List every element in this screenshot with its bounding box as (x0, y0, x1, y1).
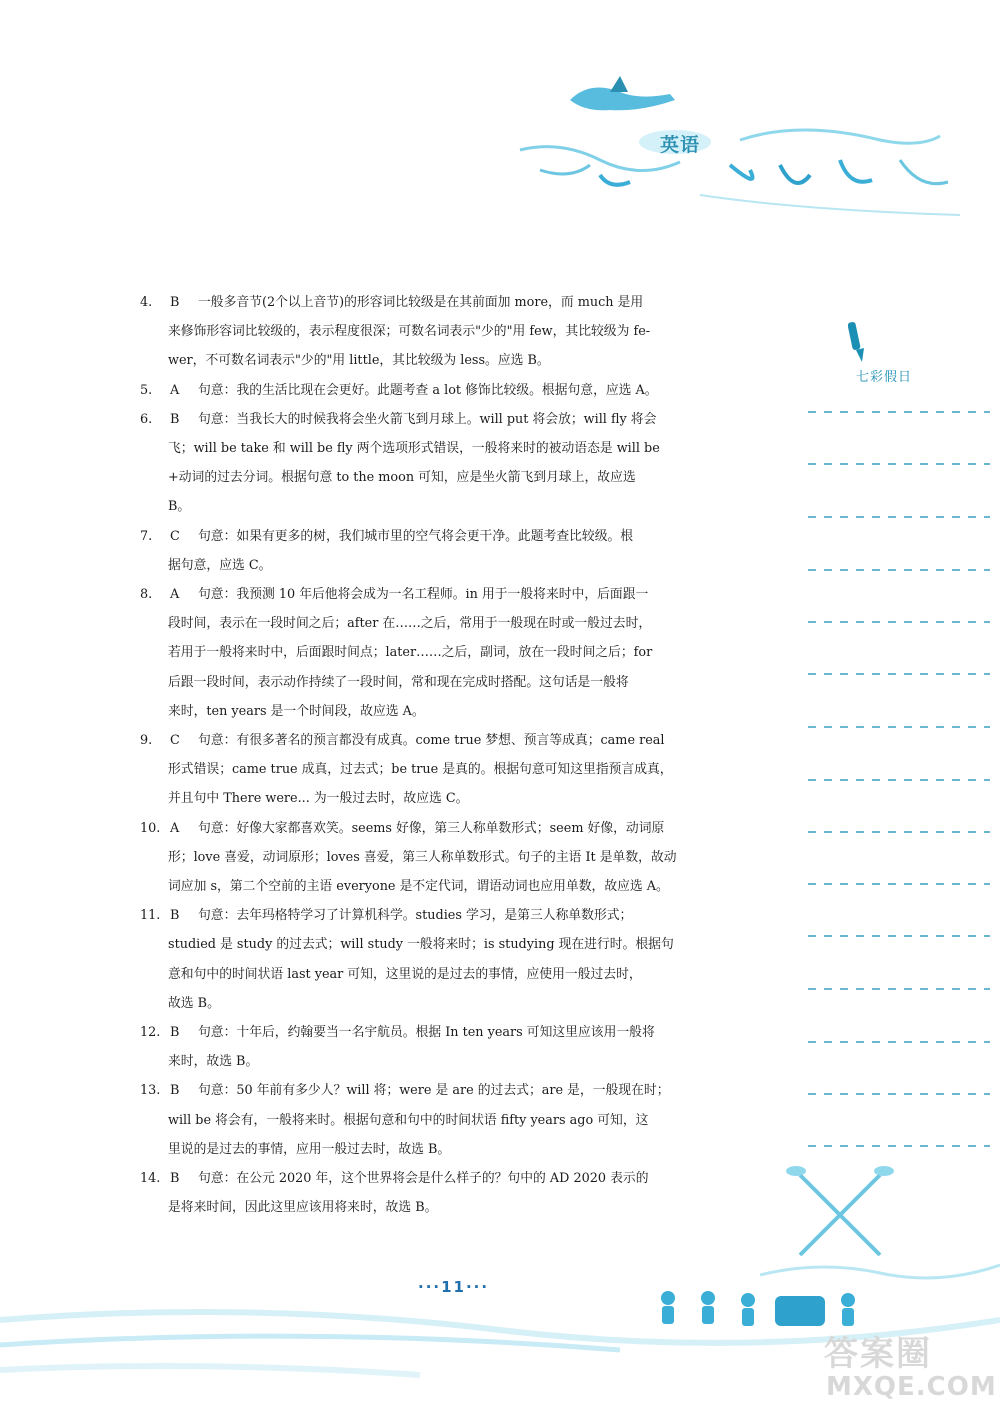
answer-entry-10 (140, 814, 745, 902)
explanation-line: 故选 B。 (168, 995, 220, 1011)
question-number: 6. (140, 411, 153, 427)
explanation-line: 句意：十年后，约翰要当一名宇航员。根据 In ten years 可知这里应该用一般将 (198, 1025, 655, 1041)
explanation-line: 里说的是过去的事情，应用一般过去时，故选 B。 (168, 1141, 451, 1157)
explanation-line: 句意：我的生活比现在会更好。此题考查 a lot 修饰比较级。根据句意，应选 A。 (198, 382, 658, 398)
kids-group-icon (661, 1291, 855, 1326)
explanation-line: studied 是 study 的过去式；will study 一般将来时；is studying 现在进行时。根据句 (168, 937, 674, 953)
answer-entry-4 (140, 288, 745, 376)
answer-letter: B (170, 411, 180, 427)
answer-letter: B (170, 908, 180, 924)
answer-letter: B (170, 1025, 180, 1041)
explanation-line: +动词的过去分词。根据句意 to the moon 可知，应是坐火箭飞到月球上，故应选 (168, 470, 636, 486)
subject-title: 英语 (660, 134, 701, 156)
explanation-line: 据句意，应选 C。 (168, 557, 272, 573)
swan-boat-icon (570, 76, 675, 110)
explanation-line: 句意：好像大家都喜欢笑。seems 好像，第三人称单数形式；seem 好像，动词原 (198, 820, 665, 836)
explanation-line: 句意：在公元 2020 年，这个世界将会是什么样子的？句中的 AD 2020 表示的 (198, 1171, 649, 1187)
explanation-line: 来修饰形容词比较级的，表示程度很深；可数名词表示"少的"用 few，其比较级为 fe- (168, 324, 651, 340)
answer-letter: C (170, 733, 180, 749)
explanation-line: 句意：有很多著名的预言都没有成真。come true 梦想、预言等成真；came real (198, 733, 665, 749)
answer-letter: B (170, 1083, 180, 1099)
explanation-line: 句意：50 年前有多少人？will 将；were 是 are 的过去式；are 是，一般现在时； (198, 1083, 670, 1099)
question-number: 12. (140, 1025, 161, 1041)
answer-entry-14 (140, 1164, 745, 1222)
answer-entry-13 (140, 1076, 745, 1164)
answer-entry-12 (140, 1018, 745, 1076)
question-number: 7. (140, 528, 153, 544)
question-number: 11. (140, 908, 161, 924)
question-number: 14. (140, 1171, 161, 1187)
answer-letter: A (170, 587, 180, 603)
watermark (820, 1322, 997, 1402)
note-lines (808, 380, 990, 1210)
question-number: 8. (140, 587, 153, 603)
answer-entry-8 (140, 580, 745, 726)
explanation-line: 飞；will be take 和 will be fly 两个选项形式错误，一般将来时的被动语态是 will be (168, 441, 660, 457)
question-number: 9. (140, 733, 153, 749)
explanation-line: 来时，故选 B。 (168, 1054, 259, 1070)
explanation-line: 句意：当我长大的时候我将会坐火箭飞到月球上。will put 将会放；will fly 将会 (198, 411, 657, 427)
explanation-line: 形式错误；came true 成真，过去式；be true 是真的。根据句意可知这里指预言成真， (168, 762, 673, 778)
answer-letter: B (170, 295, 180, 310)
answer-explanations (140, 288, 745, 1223)
question-number: 10. (140, 820, 161, 836)
answer-entry-11 (140, 901, 745, 1018)
watermark-url: MXQE.COM (826, 1372, 997, 1402)
answer-letter: A (170, 820, 180, 836)
explanation-line: 段时间，表示在一段时间之后；after 在……之后，常用于一般现在时或一般过去时， (168, 616, 652, 632)
explanation-line: 句意：去年玛格特学习了计算机科学。studies 学习，是第三人称单数形式； (198, 908, 633, 924)
explanation-line: 并且句中 There were... 为一般过去时，故应选 C。 (168, 791, 469, 807)
answer-entry-5 (140, 376, 745, 405)
question-number: 4. (140, 295, 153, 310)
answer-entry-7 (140, 522, 745, 580)
explanation-line: 一般多音节(2个以上音节)的形容词比较级是在其前面加 more，而 much 是用 (198, 295, 644, 310)
question-number: 5. (140, 382, 153, 398)
page-number: ···11··· (418, 1278, 490, 1296)
answer-letter: B (170, 1171, 180, 1187)
watermark-text: 答案圈 (824, 1334, 932, 1374)
explanation-line: 句意：如果有更多的树，我们城市里的空气将会更干净。此题考查比较级。根 (198, 528, 634, 544)
corner-decoration-art (760, 1165, 1000, 1290)
answer-entry-9 (140, 726, 745, 814)
explanation-line: 后跟一段时间，表示动作持续了一段时间，常和现在完成时搭配。这句话是一般将 (168, 674, 629, 690)
explanation-line: 形；love 喜爱，动词原形；loves 喜爱，第三人称单数形式。句子的主语 It 是单数，故动 (168, 849, 677, 865)
explanation-line: 词应加 s，第二个空前的主语 everyone 是不定代词，谓语动词也应用单数，故应选 A。 (168, 879, 669, 895)
answer-entry-6 (140, 405, 745, 522)
answer-letter: A (170, 382, 180, 398)
explanation-line: 是将来时间，因此这里应该用将来时，故选 B。 (168, 1200, 438, 1216)
explanation-line: 句意：我预测 10 年后他将会成为一名工程师。in 用于一般将来时中，后面跟一 (198, 587, 649, 603)
explanation-line: B。 (168, 499, 191, 515)
explanation-line: 意和句中的时间状语 last year 可知，这里说的是过去的事情，应使用一般过去时， (168, 966, 642, 982)
brand-label: 七彩假日 (856, 370, 913, 385)
header-decoration-art (500, 70, 970, 240)
explanation-line: will be 将会有，一般将来时。根据句意和句中的时间状语 fifty years ago 可知，这 (168, 1112, 649, 1128)
answer-letter: C (170, 528, 180, 544)
explanation-line: 来时，ten years 是一个时间段，故应选 A。 (168, 703, 425, 719)
explanation-line: 若用于一般将来时中，后面跟时间点；later……之后，副词，放在一段时间之后；for (168, 645, 653, 661)
question-number: 13. (140, 1083, 161, 1099)
pen-icon (848, 318, 878, 366)
crossed-paddles-icon (786, 1166, 894, 1255)
explanation-line: wer，不可数名词表示"少的"用 little，其比较级为 less。应选 B。 (168, 353, 550, 369)
side-brand (848, 318, 938, 385)
